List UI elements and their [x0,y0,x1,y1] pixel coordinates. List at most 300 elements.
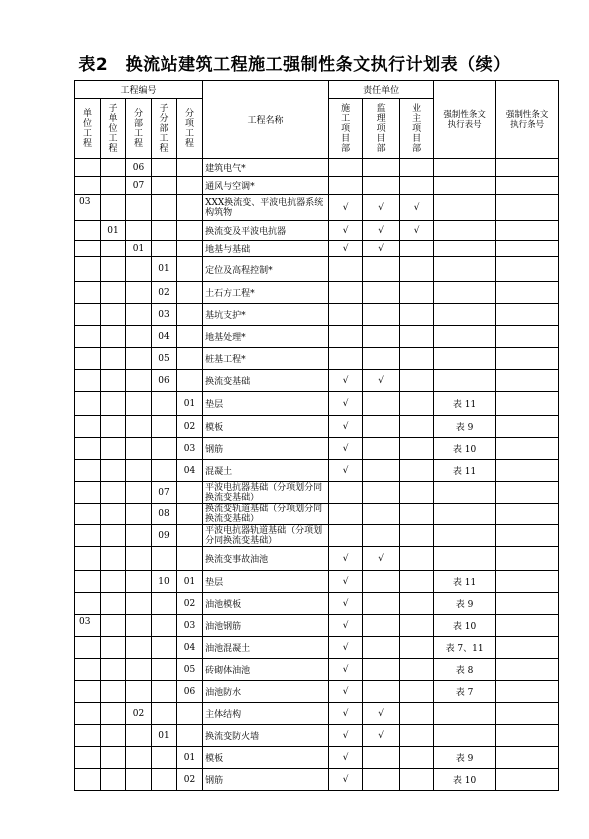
unit-code [75,769,101,791]
owner-check [400,703,434,725]
supervision-check: √ [363,703,400,725]
construction-check: √ [329,571,363,593]
unit-code [75,504,101,525]
owner-check: √ [400,195,434,221]
form-number [434,195,496,221]
owner-check: √ [400,221,434,241]
subdivision-code: 05 [152,348,177,370]
owner-check [400,725,434,747]
project-name: 平波电抗器轨道基础（分项划分同换流变基础） [203,525,329,547]
project-name: 油池模板 [203,593,329,615]
item-code [177,348,203,370]
form-number: 表 11 [434,392,496,416]
unit-code [75,725,101,747]
construction-check: √ [329,195,363,221]
supervision-check [363,593,400,615]
supervision-check [363,326,400,348]
unit-code [75,241,101,257]
form-number [434,703,496,725]
subunit-code [101,615,126,637]
clause-number [496,460,559,482]
project-name: 模板 [203,416,329,438]
construction-check: √ [329,416,363,438]
clause-number [496,593,559,615]
supervision-check [363,659,400,681]
subunit-code [101,416,126,438]
table-row [75,326,559,348]
construction-check [329,257,363,282]
project-name: 平波电抗器基础（分项划分同换流变基础） [203,482,329,504]
clause-number [496,747,559,769]
header-engineering-code: 工程编号 [75,81,203,99]
item-code: 04 [177,460,203,482]
clause-number [496,482,559,504]
unit-code [75,438,101,460]
clause-number [496,725,559,747]
plan-table [74,80,559,791]
subunit-code: 01 [101,221,126,241]
table-row [75,725,559,747]
owner-check [400,681,434,703]
subdivision-code [152,769,177,791]
subdivision-code [152,195,177,221]
construction-check: √ [329,392,363,416]
item-code [177,326,203,348]
form-number: 表 9 [434,747,496,769]
item-code [177,241,203,257]
supervision-check [363,504,400,525]
division-code [126,392,152,416]
item-code [177,159,203,177]
subdivision-code [152,392,177,416]
supervision-check [363,348,400,370]
header-owner: 业主项目部 [400,99,434,159]
table-row [75,547,559,571]
table-row [75,703,559,725]
construction-check: √ [329,769,363,791]
owner-check [400,392,434,416]
form-number: 表 10 [434,615,496,637]
subunit-code [101,326,126,348]
subunit-code [101,177,126,195]
division-code [126,195,152,221]
construction-check: √ [329,221,363,241]
clause-number [496,392,559,416]
table-row [75,438,559,460]
table-row [75,659,559,681]
item-code [177,525,203,547]
item-code: 01 [177,571,203,593]
division-code [126,504,152,525]
supervision-check [363,681,400,703]
header-subdivision: 子分部工程 [152,99,177,159]
construction-check: √ [329,703,363,725]
item-code [177,177,203,195]
subdivision-code [152,703,177,725]
construction-check: √ [329,547,363,571]
project-name: 通风与空调* [203,177,329,195]
supervision-check [363,747,400,769]
header-subunit: 子单位工程 [101,99,126,159]
project-name: 油池防水 [203,681,329,703]
supervision-check [363,525,400,547]
supervision-check: √ [363,725,400,747]
table-row [75,348,559,370]
header-item: 分项工程 [177,99,203,159]
supervision-check [363,571,400,593]
construction-check [329,482,363,504]
unit-code [75,257,101,282]
table-row [75,504,559,525]
owner-check [400,482,434,504]
supervision-check [363,257,400,282]
subunit-code [101,195,126,221]
clause-number [496,525,559,547]
form-number: 表 7、11 [434,637,496,659]
subunit-code [101,460,126,482]
header-unit: 单位工程 [75,99,101,159]
subunit-code [101,482,126,504]
project-name: 定位及高程控制* [203,257,329,282]
table-row [75,681,559,703]
header-construction: 施工项目部 [329,99,363,159]
subunit-code [101,241,126,257]
unit-code [75,221,101,241]
project-name: 油池混凝土 [203,637,329,659]
subdivision-code [152,221,177,241]
subdivision-code [152,460,177,482]
division-code [126,348,152,370]
project-name: 换流变事故油池 [203,547,329,571]
unit-code [75,416,101,438]
subunit-code [101,282,126,304]
construction-check: √ [329,637,363,659]
owner-check [400,547,434,571]
project-name: 换流变及平波电抗器 [203,221,329,241]
form-number [434,326,496,348]
division-code [126,571,152,593]
construction-check [329,304,363,326]
division-code [126,221,152,241]
subunit-code [101,547,126,571]
supervision-check [363,416,400,438]
form-number: 表 9 [434,593,496,615]
subdivision-code: 06 [152,370,177,392]
item-code [177,195,203,221]
header-name: 工程名称 [203,81,329,159]
subunit-code [101,438,126,460]
subdivision-code: 04 [152,326,177,348]
division-code [126,637,152,659]
construction-check: √ [329,725,363,747]
division-code [126,438,152,460]
table-row [75,416,559,438]
division-code [126,370,152,392]
form-number: 表 8 [434,659,496,681]
construction-check: √ [329,615,363,637]
division-code [126,326,152,348]
subdivision-code [152,615,177,637]
supervision-check [363,460,400,482]
construction-check [329,525,363,547]
clause-number [496,659,559,681]
table-row [75,177,559,195]
subunit-code [101,659,126,681]
owner-check [400,326,434,348]
construction-check [329,282,363,304]
clause-number [496,282,559,304]
supervision-check [363,615,400,637]
owner-check [400,304,434,326]
table-row [75,571,559,593]
unit-code [75,659,101,681]
table-row [75,392,559,416]
clause-number [496,221,559,241]
form-number [434,547,496,571]
subunit-code [101,725,126,747]
unit-code [75,282,101,304]
table-row [75,593,559,615]
clause-number [496,348,559,370]
table-row [75,159,559,177]
form-number [434,504,496,525]
unit-code [75,370,101,392]
item-code: 01 [177,392,203,416]
subdivision-code [152,416,177,438]
unit-code [75,304,101,326]
project-name: 主体结构 [203,703,329,725]
form-number [434,159,496,177]
unit-code [75,326,101,348]
item-code: 04 [177,637,203,659]
item-code [177,547,203,571]
item-code: 02 [177,416,203,438]
subdivision-code [152,547,177,571]
clause-number [496,370,559,392]
project-name: XXX换流变、平波电抗器系统构筑物 [203,195,329,221]
clause-number [496,257,559,282]
division-code [126,747,152,769]
form-number: 表 10 [434,438,496,460]
owner-check [400,659,434,681]
table-row [75,615,559,637]
subunit-code [101,348,126,370]
form-number [434,241,496,257]
division-code [126,769,152,791]
owner-check [400,257,434,282]
subunit-code [101,703,126,725]
owner-check [400,282,434,304]
division-code [126,725,152,747]
project-name: 混凝土 [203,460,329,482]
form-number: 表 7 [434,681,496,703]
division-code [126,681,152,703]
subdivision-code: 01 [152,725,177,747]
supervision-check: √ [363,547,400,571]
supervision-check [363,159,400,177]
clause-number [496,703,559,725]
form-number [434,304,496,326]
project-name: 土石方工程* [203,282,329,304]
supervision-check: √ [363,370,400,392]
subunit-code [101,257,126,282]
supervision-check [363,304,400,326]
table-row [75,282,559,304]
subdivision-code: 01 [152,257,177,282]
unit-code [75,747,101,769]
unit-code [75,525,101,547]
table-row [75,637,559,659]
unit-code: 03 [75,615,101,637]
subunit-code [101,571,126,593]
clause-number [496,769,559,791]
construction-check: √ [329,370,363,392]
item-code [177,304,203,326]
project-name: 基坑支护* [203,304,329,326]
form-number [434,482,496,504]
item-code: 02 [177,593,203,615]
table-row [75,370,559,392]
form-number [434,257,496,282]
clause-number [496,326,559,348]
division-code [126,257,152,282]
unit-code [75,460,101,482]
subdivision-code [152,438,177,460]
unit-code [75,547,101,571]
header-clause-no: 强制性条文执行条号 [496,81,559,159]
owner-check [400,747,434,769]
clause-number [496,159,559,177]
header-division: 分部工程 [126,99,152,159]
construction-check: √ [329,659,363,681]
subdivision-code [152,241,177,257]
table-row [75,747,559,769]
table-row [75,241,559,257]
subdivision-code [152,659,177,681]
item-code [177,221,203,241]
item-code [177,504,203,525]
subunit-code [101,681,126,703]
owner-check [400,177,434,195]
construction-check: √ [329,593,363,615]
construction-check: √ [329,747,363,769]
clause-number [496,615,559,637]
table-row [75,769,559,791]
project-name: 地基与基础 [203,241,329,257]
subunit-code [101,637,126,659]
item-code: 05 [177,659,203,681]
construction-check [329,504,363,525]
division-code [126,482,152,504]
division-code: 06 [126,159,152,177]
owner-check [400,416,434,438]
subunit-code [101,159,126,177]
table-row [75,460,559,482]
clause-number [496,416,559,438]
subunit-code [101,392,126,416]
clause-number [496,438,559,460]
item-code [177,725,203,747]
division-code [126,659,152,681]
project-name: 换流变轨道基础（分项划分同换流变基础） [203,504,329,525]
clause-number [496,195,559,221]
subdivision-code: 10 [152,571,177,593]
subunit-code [101,304,126,326]
unit-code: 03 [75,195,101,221]
item-code: 02 [177,769,203,791]
form-number: 表 11 [434,460,496,482]
unit-code [75,703,101,725]
item-code [177,703,203,725]
supervision-check: √ [363,241,400,257]
project-name: 换流变基础 [203,370,329,392]
supervision-check [363,392,400,416]
clause-number [496,547,559,571]
owner-check [400,159,434,177]
project-name: 垫层 [203,571,329,593]
division-code [126,304,152,326]
division-code [126,460,152,482]
subdivision-code [152,593,177,615]
construction-check [329,159,363,177]
construction-check: √ [329,241,363,257]
division-code [126,615,152,637]
project-name: 模板 [203,747,329,769]
form-number [434,177,496,195]
project-name: 油池钢筋 [203,615,329,637]
item-code: 06 [177,681,203,703]
item-code [177,282,203,304]
division-code [126,593,152,615]
unit-code [75,637,101,659]
subdivision-code: 08 [152,504,177,525]
subdivision-code: 03 [152,304,177,326]
subunit-code [101,504,126,525]
form-number [434,282,496,304]
project-name: 桩基工程* [203,348,329,370]
table-row [75,482,559,504]
subdivision-code [152,747,177,769]
project-name: 垫层 [203,392,329,416]
supervision-check [363,177,400,195]
clause-number [496,681,559,703]
supervision-check [363,438,400,460]
form-number [434,370,496,392]
subunit-code [101,593,126,615]
page-title: 表2 换流站建筑工程施工强制性条文执行计划表（续） [78,55,511,75]
item-code [177,482,203,504]
owner-check [400,593,434,615]
form-number: 表 11 [434,571,496,593]
supervision-check: √ [363,221,400,241]
owner-check [400,769,434,791]
table-row [75,525,559,547]
owner-check [400,438,434,460]
clause-number [496,637,559,659]
owner-check [400,370,434,392]
header-supervision: 监理项目部 [363,99,400,159]
form-number [434,221,496,241]
supervision-check [363,637,400,659]
item-code [177,370,203,392]
owner-check [400,637,434,659]
project-name: 钢筋 [203,769,329,791]
supervision-check [363,769,400,791]
clause-number [496,571,559,593]
clause-number [496,504,559,525]
construction-check: √ [329,460,363,482]
owner-check [400,525,434,547]
